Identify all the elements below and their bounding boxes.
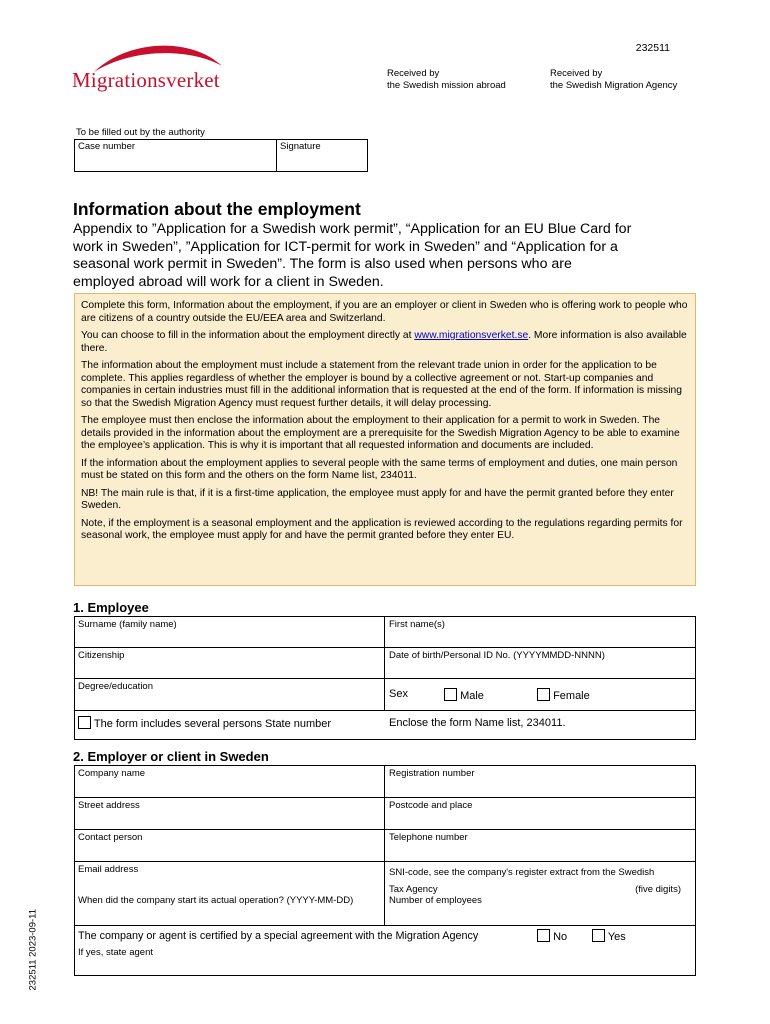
side-code: 232511 2023-09-11 (27, 908, 39, 991)
surname-field[interactable]: Surname (family name) (78, 619, 177, 630)
info-p2-text: You can choose to fill in the information about the employment directly at (81, 330, 415, 341)
info-p2 (81, 330, 689, 355)
employer-row-line-1 (74, 797, 696, 798)
form-number: 232511 (635, 42, 670, 54)
certified-label: The company or agent is certified by a special agreement with the Migration Agency (78, 930, 479, 942)
several-persons-option[interactable] (78, 716, 331, 730)
male-checkbox[interactable] (444, 688, 457, 701)
female-option[interactable] (537, 688, 590, 702)
female-label: Female (553, 690, 590, 702)
sni-code-label-1: SNI-code, see the company's register extract from the Swedish (389, 867, 655, 878)
several-persons-label: The form includes several persons State number (93, 718, 332, 730)
info-p7: Note, if the employment is a seasonal employment and the application is reviewed according to the regulations regarding permits for seasonal work, the employee must apply for and have the permit granted before they enter EU. (81, 517, 683, 541)
enclose-name-list-text: Enclose the form Name list, 234011. (389, 717, 566, 729)
certified-yes-checkbox[interactable] (592, 929, 605, 942)
sni-code-digits: (five digits) (635, 884, 681, 895)
authority-heading: To be filled out by the authority (76, 127, 205, 138)
male-label: Male (460, 690, 484, 702)
degree-field[interactable]: Degree/education (78, 681, 153, 692)
page-title: Information about the employment (73, 199, 361, 219)
logo-text: Migrationsverket (72, 68, 220, 92)
telephone-field[interactable]: Telephone number (389, 832, 468, 843)
employee-row-line-1 (74, 647, 696, 648)
certified-no-label: No (553, 931, 568, 943)
migrationsverket-link[interactable]: www.migrationsverket.se (414, 330, 529, 341)
info-p2-text-after: . More information is also available there. (81, 330, 687, 354)
employer-row-line-2 (74, 829, 696, 830)
start-date-field[interactable]: When did the company start its actual operation? (YYYY-MM-DD) (78, 895, 354, 906)
email-field[interactable]: Email address (78, 864, 139, 875)
certified-no-option[interactable] (537, 929, 567, 943)
citizenship-field[interactable]: Citizenship (78, 650, 125, 661)
employee-row-line-2 (74, 678, 696, 679)
employer-row-line-4 (74, 925, 696, 926)
sex-label: Sex (389, 688, 408, 700)
case-number-field[interactable]: Case number (78, 141, 136, 152)
received-mission-line2: the Swedish mission abroad (387, 80, 506, 91)
info-p3: The information about the employment must include a statement from the relevant trade union in order for the application to be complete. This applies regardless of whether the employer is bound by a collective agreement or not. Start-up companies and companies in certain industries must fill in the additional information that is requested at the end of the form. If information is missing so that the Swedish Migration Agency must request further details, it will delay processing. (81, 360, 682, 409)
certified-yes-option[interactable] (592, 929, 626, 943)
female-checkbox[interactable] (537, 688, 550, 701)
certified-no-checkbox[interactable] (537, 929, 550, 942)
contact-person-field[interactable]: Contact person (78, 832, 143, 843)
info-p4: The employee must then enclose the information about the employment to their application for a permit to work in Sweden. The details provided in the information about the employment are a prerequisite for the Swedish Migration Agency to be able to examine the employee’s application. This is why it is important that all requested information and documents are included. (81, 415, 680, 451)
received-agency (550, 68, 677, 92)
employee-row-line-3 (74, 710, 696, 711)
agent-field[interactable]: If yes, state agent (78, 947, 153, 958)
several-persons-checkbox[interactable] (78, 716, 91, 729)
certified-yes-label: Yes (607, 931, 626, 943)
sni-code-label-2-text: Tax Agency (389, 884, 438, 895)
sex-field (389, 688, 408, 700)
registration-number-field[interactable]: Registration number (389, 768, 475, 779)
male-option[interactable] (444, 688, 484, 702)
number-of-employees-field[interactable]: Number of employees (389, 895, 482, 906)
employee-col-line (384, 616, 385, 710)
employer-col-line (384, 765, 385, 925)
received-mission-line1: Received by (387, 68, 440, 79)
employer-row-line-3 (74, 861, 696, 862)
company-name-field[interactable]: Company name (78, 768, 146, 779)
street-address-field[interactable]: Street address (78, 800, 140, 811)
employee-heading: 1. Employee (73, 600, 149, 615)
dob-field[interactable]: Date of birth/Personal ID No. (YYYYMMDD-NNNN) (389, 650, 605, 661)
signature-field[interactable]: Signature (280, 141, 321, 152)
received-agency-line2: the Swedish Migration Agency (550, 80, 678, 91)
postcode-field[interactable]: Postcode and place (389, 800, 473, 811)
info-box (74, 293, 696, 586)
info-p6: NB! The main rule is that, if it is a first-time application, the employee must apply for and have the permit granted before they enter Sweden. (81, 487, 674, 511)
sni-code-field[interactable] (389, 864, 691, 894)
info-p1: Complete this form, Information about the employment, if you are an employer or client in Sweden who is offering work to people who are citizens of a country outside the EU/EEA area and Switzerland. (81, 300, 688, 324)
employer-heading: 2. Employer or client in Sweden (73, 749, 269, 764)
received-mission (387, 68, 506, 92)
info-p5: If the information about the employment applies to several people with the same terms of employment and duties, one main person must be stated on this form and the others on the form Name list, 234011. (81, 457, 678, 481)
page-subtitle: Appendix to ”Application for a Swedish work permit”, “Application for an EU Blue Card for work in Sweden”, ”Application for ICT-permit for work in Sweden” and “Application for a seasonal work permit in Sweden”. The form is also used when persons who are employed abroad will work for a client in Sweden. (73, 221, 632, 290)
received-agency-line1: Received by (550, 68, 603, 79)
first-name-field[interactable]: First name(s) (389, 619, 445, 630)
logo (72, 38, 232, 96)
authority-divider (276, 139, 277, 172)
